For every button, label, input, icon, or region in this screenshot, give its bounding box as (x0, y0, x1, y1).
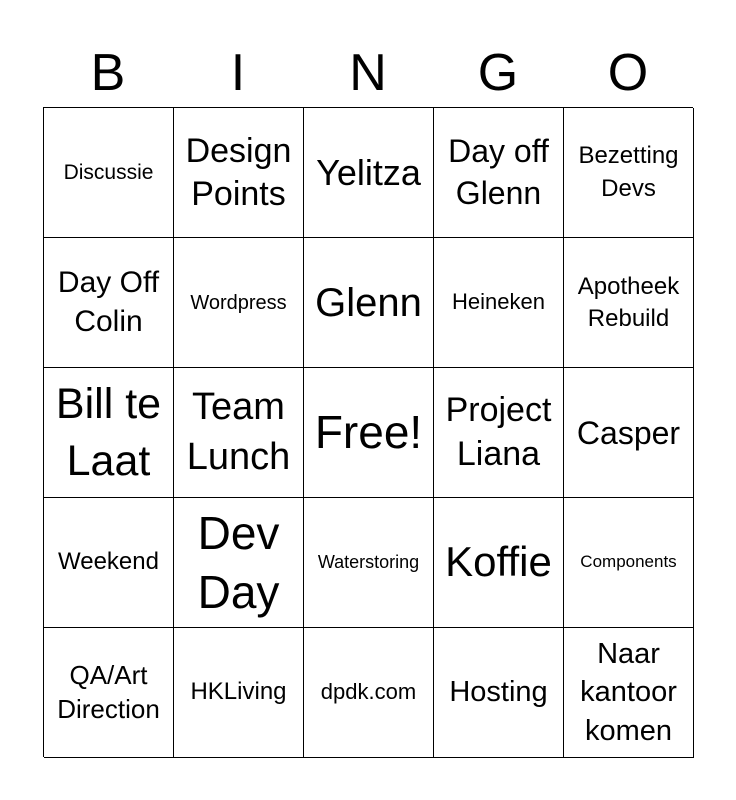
cell-label: dpdk.com (320, 679, 417, 705)
cell-label: QA/Art Direction (57, 659, 160, 724)
cell-label: Free! (314, 406, 423, 459)
cell-label: HKLiving (190, 678, 287, 706)
bingo-cell[interactable] (174, 498, 304, 628)
cell-label: Components (580, 552, 677, 572)
bingo-cell[interactable] (44, 498, 174, 628)
cell-label: Design Points (185, 132, 292, 213)
bingo-cell[interactable] (174, 368, 304, 498)
cell-label: Heineken (452, 289, 545, 315)
bingo-cell[interactable] (44, 238, 174, 368)
cell-label: Glenn (315, 280, 422, 325)
cell-label: Weekend (58, 548, 159, 576)
cell-label: Dev Day (197, 507, 280, 618)
bingo-cell[interactable] (44, 108, 174, 238)
bingo-cell[interactable] (434, 238, 564, 368)
header-letter-g: G (477, 44, 519, 102)
bingo-header (43, 40, 693, 106)
cell-label: Team Lunch (186, 386, 291, 478)
cell-label: Waterstoring (317, 551, 420, 572)
header-letter-i: I (230, 44, 246, 102)
cell-label: Koffie (445, 538, 552, 586)
bingo-cell[interactable] (434, 628, 564, 758)
bingo-cell[interactable] (564, 108, 694, 238)
bingo-cell[interactable] (304, 368, 434, 498)
cell-label: Casper (576, 414, 681, 451)
bingo-cell[interactable] (174, 628, 304, 758)
bingo-cell[interactable] (44, 628, 174, 758)
bingo-card-grid (43, 107, 693, 757)
bingo-cell[interactable] (564, 368, 694, 498)
bingo-cell[interactable] (434, 368, 564, 498)
bingo-cell[interactable] (564, 628, 694, 758)
bingo-cell[interactable] (564, 498, 694, 628)
cell-label: Day Off Colin (57, 266, 160, 338)
cell-label: Day off Glenn (448, 132, 549, 211)
bingo-cell[interactable] (564, 238, 694, 368)
cell-label: Yelitza (316, 151, 421, 193)
bingo-cell[interactable] (304, 498, 434, 628)
cell-label: Wordpress (190, 291, 287, 314)
cell-label: Naar kantoor komen (580, 638, 677, 747)
header-letter-n: N (349, 44, 387, 102)
bingo-cell[interactable] (434, 498, 564, 628)
cell-label: Apotheek Rebuild (577, 273, 680, 332)
cell-label: Hosting (449, 675, 548, 708)
bingo-cell[interactable] (174, 108, 304, 238)
cell-label: Project Liana (445, 390, 552, 473)
cell-label: Bezetting Devs (578, 142, 679, 202)
header-letter-o: O (607, 44, 649, 102)
cell-label: Discussie (63, 160, 154, 184)
bingo-cell[interactable] (304, 238, 434, 368)
bingo-cell[interactable] (304, 628, 434, 758)
cell-label: Bill te Laat (55, 379, 162, 485)
header-letter-b: B (90, 44, 126, 102)
bingo-cell[interactable] (304, 108, 434, 238)
bingo-cell[interactable] (434, 108, 564, 238)
bingo-cell[interactable] (174, 238, 304, 368)
bingo-cell[interactable] (44, 368, 174, 498)
